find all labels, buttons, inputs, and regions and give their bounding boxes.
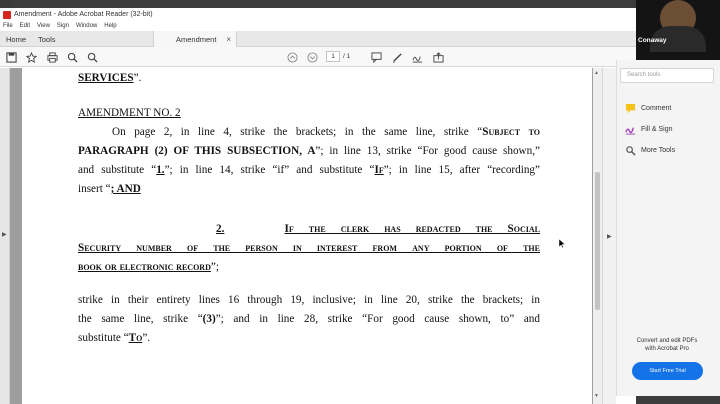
p3-text-3a: substitute “ (78, 332, 129, 344)
p1-text-c: and substitute “ (78, 164, 157, 176)
close-tab-icon[interactable]: × (226, 34, 231, 44)
vertical-scrollbar[interactable] (593, 68, 602, 404)
video-call-thumbnail (636, 0, 720, 60)
collapse-right-pane-icon[interactable]: ▶ (607, 234, 612, 240)
strike-line-3 (78, 329, 540, 348)
window-title: Amendment - Adobe Acrobat Reader (32-bit) (14, 11, 153, 18)
title-bar (0, 8, 636, 21)
p1-paragraph-ref: PARAGRAPH (2) OF THIS SUBSECTION, A (78, 145, 316, 157)
p3-three: (3) (202, 313, 216, 325)
expand-left-pane-icon[interactable]: ▶ (2, 232, 7, 238)
menu-bar (0, 21, 636, 31)
tab-home[interactable]: Home (6, 35, 27, 44)
p1-one: 1. (156, 164, 165, 176)
insert-line-3 (78, 258, 540, 277)
amendment-line-2 (78, 142, 540, 161)
p1-text-d: ”; in line 14, strike “if” and substitute “ (164, 164, 375, 176)
p3-text-2c: ”; and in line 28, strike “For good cause shown, to” and (215, 313, 540, 325)
search-tools-input[interactable]: Search tools (620, 68, 714, 83)
magnify-icon[interactable] (86, 51, 98, 63)
scrollbar-thumb[interactable] (595, 172, 600, 310)
tab-document[interactable] (153, 31, 237, 47)
strike-line-2 (78, 310, 540, 329)
p1-if: If (374, 164, 384, 176)
amendment-line-4 (78, 180, 540, 199)
more-tools-icon (625, 145, 636, 156)
promo-line-2: with Acrobat Pro (645, 346, 689, 352)
print-icon[interactable] (46, 51, 58, 63)
tool-comment-label: Comment (641, 104, 672, 112)
tool-more-tools-label: More Tools (641, 146, 676, 154)
p2-text-1: If the clerk has redacted the Social (284, 223, 540, 235)
page-number-input[interactable]: 1 (326, 51, 340, 62)
sign-icon[interactable] (411, 51, 423, 63)
p1-subject-to: Subject to (482, 126, 541, 138)
tab-document-label: Amendment (176, 34, 217, 44)
save-icon[interactable] (5, 51, 17, 63)
acrobat-app-icon (3, 11, 11, 19)
tab-tools[interactable]: Tools (38, 35, 56, 44)
tool-more-tools[interactable] (625, 144, 675, 156)
next-page-icon[interactable] (306, 51, 318, 63)
p2-text-2: Security number of the person in interest from any portion of the (78, 242, 540, 254)
acrobat-window (0, 8, 636, 404)
document-area (0, 68, 602, 404)
scroll-down-icon[interactable]: ▼ (594, 393, 599, 399)
p2-number: 2. (216, 223, 225, 235)
services-text: SERVICES (78, 72, 134, 84)
p3-text-3c: ”. (142, 332, 151, 344)
participant-name: Conaway (638, 37, 667, 44)
toolbar (0, 47, 636, 67)
mouse-cursor-icon (559, 239, 565, 248)
menu-file[interactable]: File (3, 23, 13, 29)
amendment-line-3 (78, 161, 540, 180)
amendment-line-1 (78, 123, 540, 142)
right-pane-toggle[interactable] (602, 68, 616, 404)
services-line (78, 69, 540, 88)
insert-line-2 (78, 239, 540, 258)
insert-line-1 (78, 220, 540, 239)
star-icon[interactable] (25, 51, 37, 63)
pen-icon[interactable] (391, 51, 403, 63)
p2-text-3: book or electronic record (78, 261, 211, 273)
tool-fill-sign[interactable] (625, 123, 673, 135)
p1-and: ; AND (110, 183, 141, 195)
p3-to: To (128, 332, 143, 344)
zoom-search-icon[interactable] (66, 51, 78, 63)
fill-sign-icon (625, 124, 636, 135)
pdf-page (22, 68, 592, 404)
tool-fill-sign-label: Fill & Sign (641, 125, 673, 133)
p2-tail: ”; (210, 261, 219, 273)
p1-text-a: On page 2, in line 4, strike the brackets; in the same line, strike “ (112, 126, 483, 138)
p1-text-b: ”; in line 13, strike “For good cause shown,” (315, 145, 540, 157)
p1-text-e: ”; in line 15, after “recording” (383, 164, 540, 176)
comment-icon[interactable] (370, 51, 382, 63)
promo-line-1: Convert and edit PDFs (636, 338, 698, 344)
services-tail: ”. (133, 72, 142, 84)
tool-comment[interactable] (625, 102, 671, 114)
p3-text-2a: the same line, strike “ (78, 313, 203, 325)
amendment-heading (78, 104, 540, 123)
menu-help[interactable]: Help (104, 23, 117, 29)
p3-text-1: strike in their entirety lines 16 through 19, inclusive; in line 20, strike the brackets; in (78, 294, 540, 306)
start-free-trial-button[interactable]: Start Free Trial (632, 362, 703, 380)
amendment-heading-text: AMENDMENT NO. 2 (78, 107, 181, 119)
comment-icon (625, 103, 636, 114)
left-nav-pane (0, 68, 10, 404)
tab-bar (0, 31, 636, 47)
p1-text-f: insert “ (78, 183, 111, 195)
menu-edit[interactable]: Edit (19, 23, 31, 29)
menu-view[interactable]: View (37, 23, 50, 29)
share-icon[interactable] (432, 51, 444, 63)
menu-window[interactable]: Window (75, 23, 98, 29)
promo-text (617, 337, 717, 353)
prev-page-icon[interactable] (286, 51, 298, 63)
scroll-up-icon[interactable]: ▲ (594, 70, 599, 76)
menu-sign[interactable]: Sign (56, 23, 69, 29)
strike-line-1 (78, 291, 540, 310)
page-total: / 1 (343, 53, 351, 60)
tools-pane (616, 60, 720, 396)
